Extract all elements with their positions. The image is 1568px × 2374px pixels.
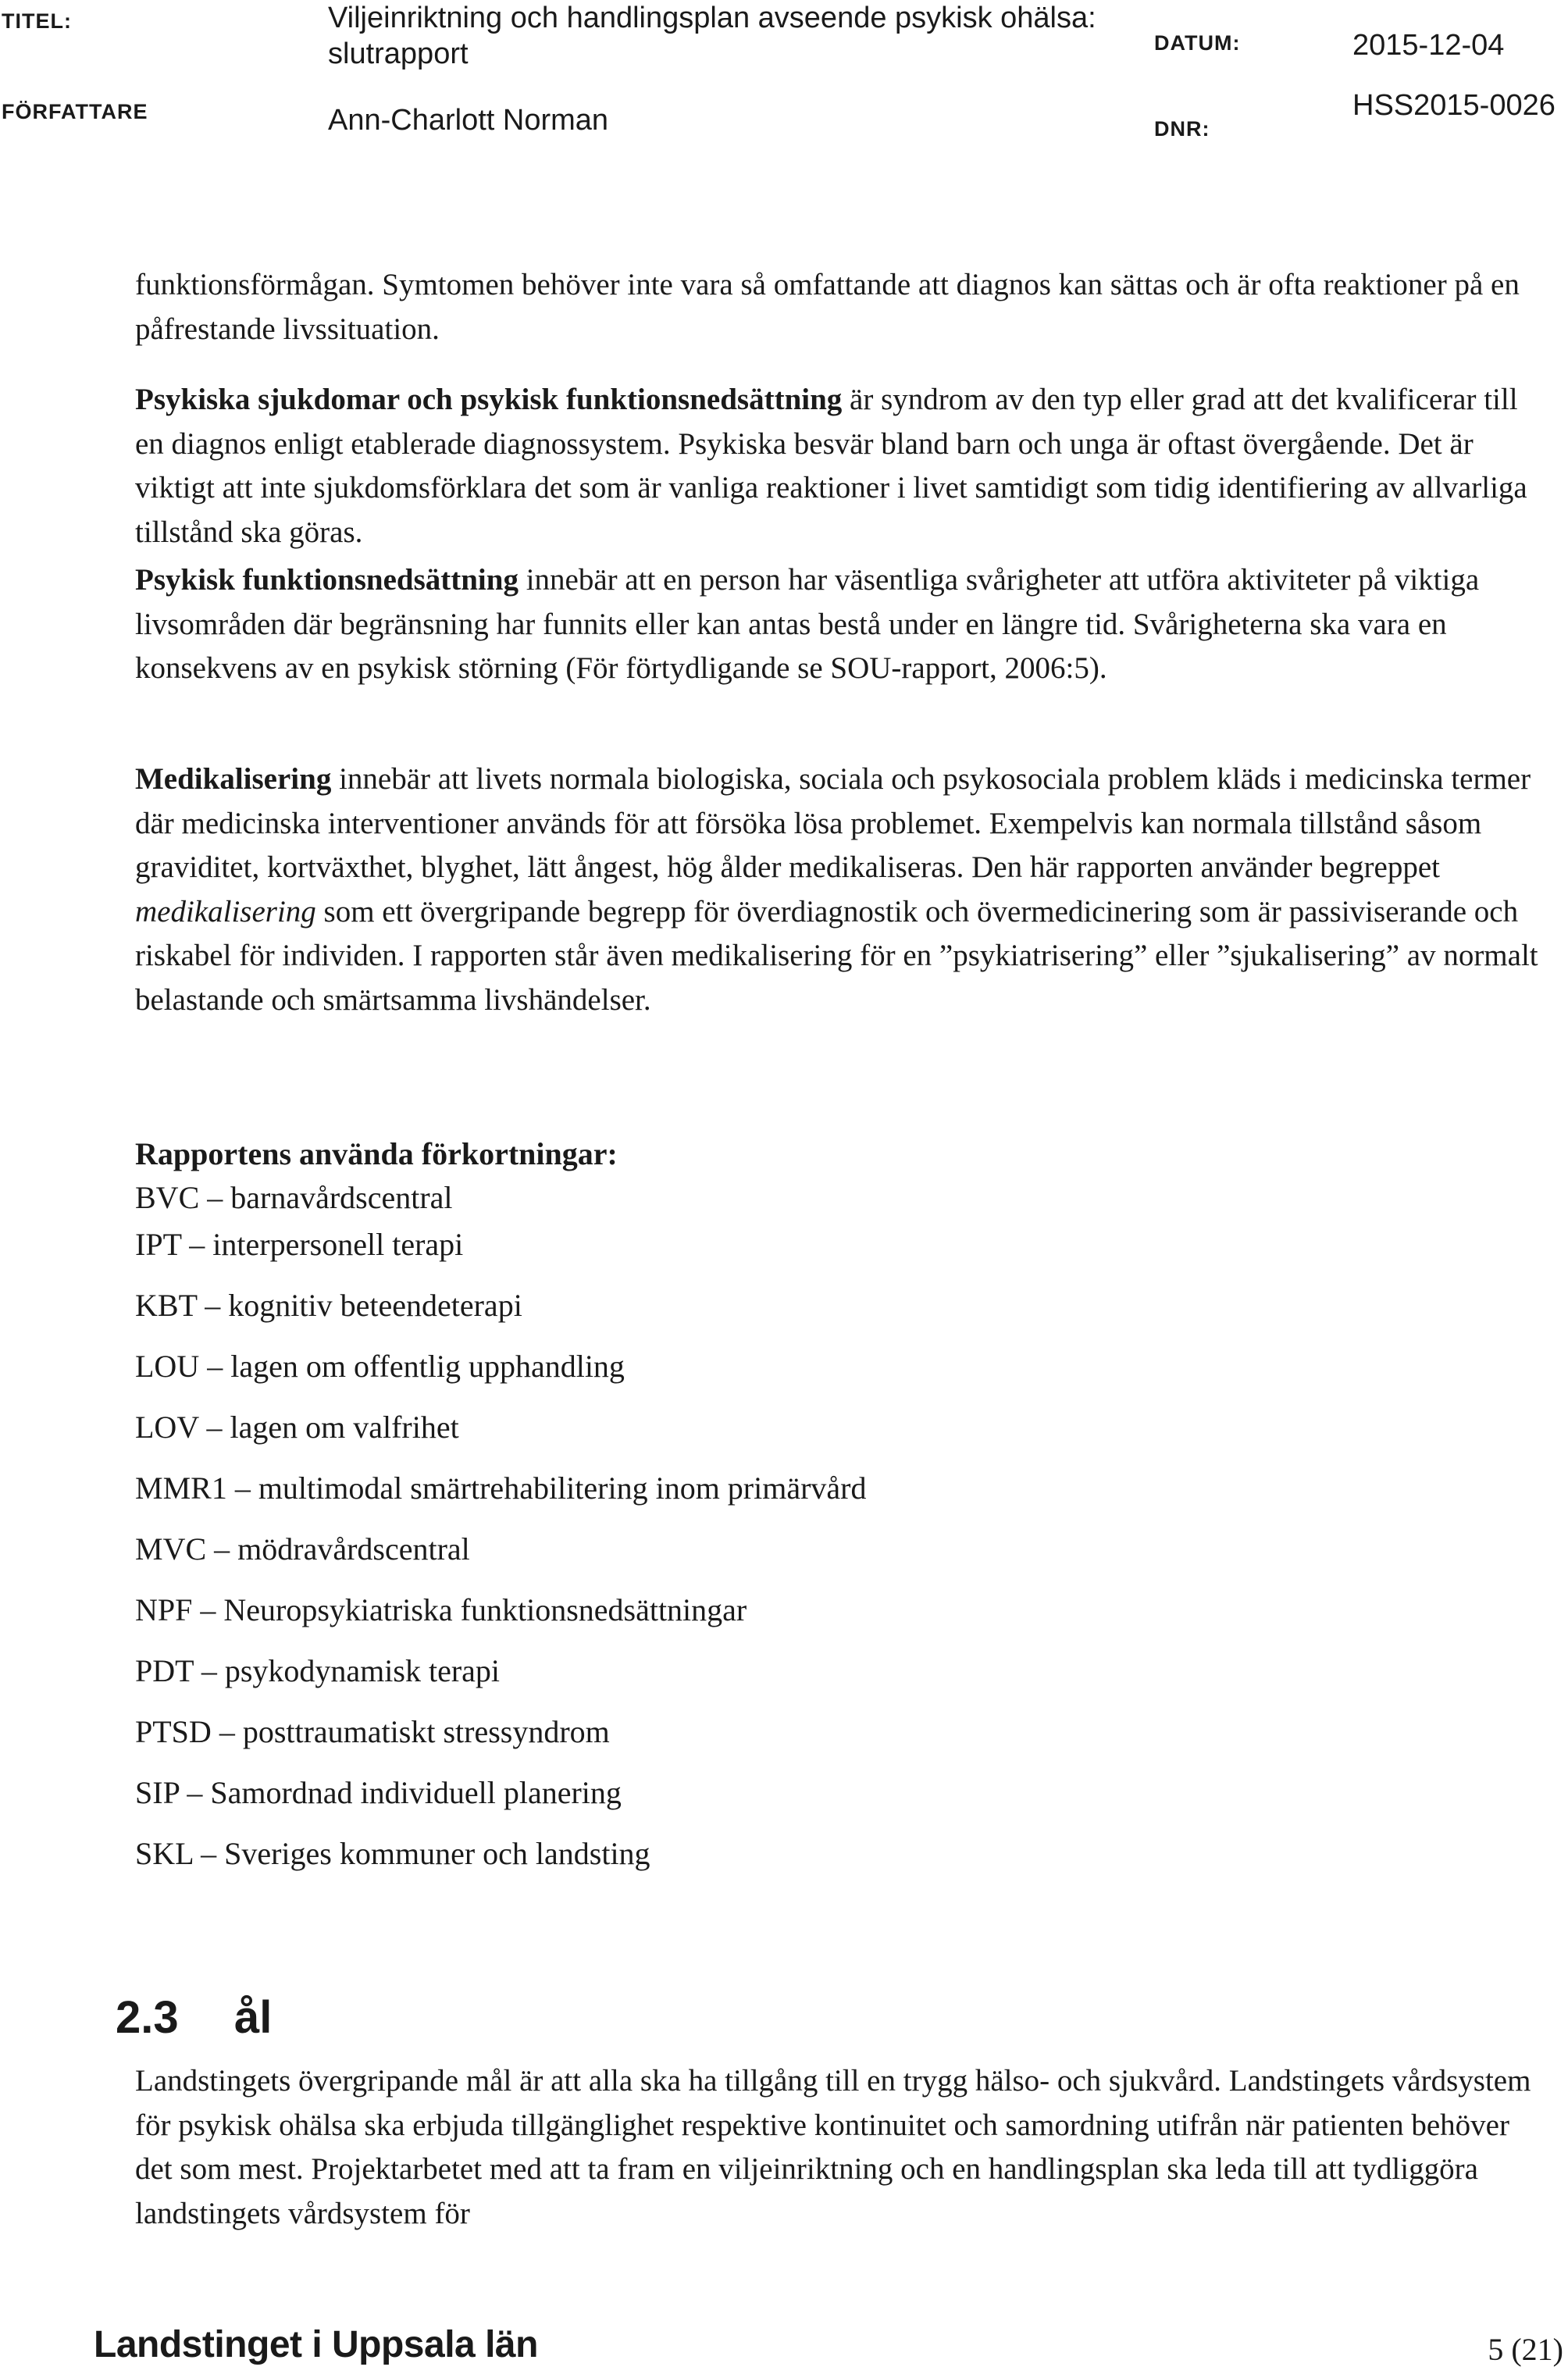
abbreviations-list <box>135 1176 1228 1893</box>
abbreviation-item: IPT – interpersonell terapi <box>135 1227 464 1262</box>
paragraph-medicalization <box>135 757 1548 1022</box>
abbreviation-item: LOV – lagen om valfrihet <box>135 1410 459 1445</box>
abbreviation-item: PDT – psykodynamisk terapi <box>135 1653 501 1688</box>
document-date: 2015-12-04 <box>1352 29 1505 62</box>
abbreviation-item: LOU – lagen om offentlig upphandling <box>135 1349 625 1384</box>
section-number: 2.3 <box>116 1992 179 2043</box>
abbreviation-item: SIP – Samordnad individuell planering <box>135 1775 622 1810</box>
footer-organization: Landstinget i Uppsala län <box>94 2324 538 2365</box>
paragraph-functional-impairment <box>135 558 1548 691</box>
term-functional-impairment: Psykisk funktionsnedsättning <box>135 563 519 597</box>
document-author: Ann-Charlott Norman <box>328 104 609 137</box>
date-label: DATUM: <box>1154 31 1241 55</box>
paragraph-functional-impairment-text: innebär att en person har väsentliga svårigheter att utföra aktiviteter på viktiga livsområden där begränsning har funnits eller kan antas bestå under en längre tid. Svårigheterna ska vara en konsekvens av en psykisk störning (För förtydligande se SOU-rapport, 2006:5). <box>135 563 1480 685</box>
page-number: 5 (21) <box>1488 2332 1563 2367</box>
section-heading <box>116 1991 272 2044</box>
section-title: ål <box>234 1992 273 2043</box>
term-medicalization: Medikalisering <box>135 762 332 796</box>
paragraph-intro-text: funktionsförmågan. Symtomen behöver inte vara så omfattande att diagnos kan sättas och är ofta reaktioner på en påfrestande livssituation. <box>135 268 1520 346</box>
abbreviation-item: NPF – Neuropsykiatriska funktionsnedsättningar <box>135 1592 747 1627</box>
paragraph-medicalization-text-before: innebär att livets normala biologiska, sociala och psykosociala problem kläds i medicinska termer där medicinska interventioner används för att försöka lösa problemet. Exempelvis kan normala tillstånd såsom graviditet, kortväxthet, blyghet, lätt ångest, hög ålder medikaliseras. Den här rapporten använder begreppet <box>135 762 1531 884</box>
abbreviation-item: BVC – barnavårdscentral <box>135 1180 453 1215</box>
paragraph-goals <box>135 2059 1548 2236</box>
paragraph-psychiatric-illness-text: är syndrom av den typ eller grad att det kvalificerar till en diagnos enligt etablerade diagnossystem. Psykiska besvär bland barn och unga är oftast övergående. Det är viktigt att inte sjukdomsförklara det som är vanliga reaktioner i livet samtidigt som tidig identifiering av allvarliga tillstånd ska göras. <box>135 383 1527 549</box>
paragraph-medicalization-italic: medikalisering <box>135 894 316 929</box>
title-label: TITEL: <box>2 9 72 33</box>
abbreviations-section <box>135 1132 1228 1893</box>
dnr-label: DNR: <box>1154 117 1210 141</box>
paragraph-medicalization-text-after: som ett övergripande begrepp för överdiagnostik och övermedicinering som är passiviserande och riskabel för individen. I rapporten står även medikalisering för en ”psykiatrisering” eller ”sjukalisering” av normalt belastande och smärtsamma livshändelser. <box>135 894 1538 1017</box>
paragraph-intro <box>135 263 1548 351</box>
term-psychiatric-illness: Psykiska sjukdomar och psykisk funktionsnedsättning <box>135 383 843 416</box>
abbreviation-item: SKL – Sveriges kommuner och landsting <box>135 1836 650 1871</box>
abbreviation-item: PTSD – posttraumatiskt stressyndrom <box>135 1714 610 1749</box>
document-dnr: HSS2015-0026 <box>1352 89 1556 122</box>
abbreviation-item: KBT – kognitiv beteendeterapi <box>135 1288 522 1323</box>
paragraph-psychiatric-illness <box>135 378 1548 554</box>
author-label: FÖRFATTARE <box>2 100 148 123</box>
abbreviation-item: MVC – mödravårdscentral <box>135 1531 470 1567</box>
document-title: Viljeinriktning och handlingsplan avseende psykisk ohälsa: slutrapport <box>328 2 1096 70</box>
paragraph-goals-text: Landstingets övergripande mål är att alla ska ha tillgång till en trygg hälso- och sjukvård. Landstingets vårdsystem för psykisk ohälsa ska erbjuda tillgänglighet respektive kontinuitet och samordning utifrån när patienten behöver det som mest. Projektarbetet med att ta fram en viljeinriktning och en handlingsplan ska leda till att tydliggöra landstingets vårdsystem för <box>135 2064 1531 2230</box>
abbreviation-item: MMR1 – multimodal smärtrehabilitering inom primärvård <box>135 1470 867 1506</box>
abbreviations-heading: Rapportens använda förkortningar: <box>135 1136 618 1171</box>
